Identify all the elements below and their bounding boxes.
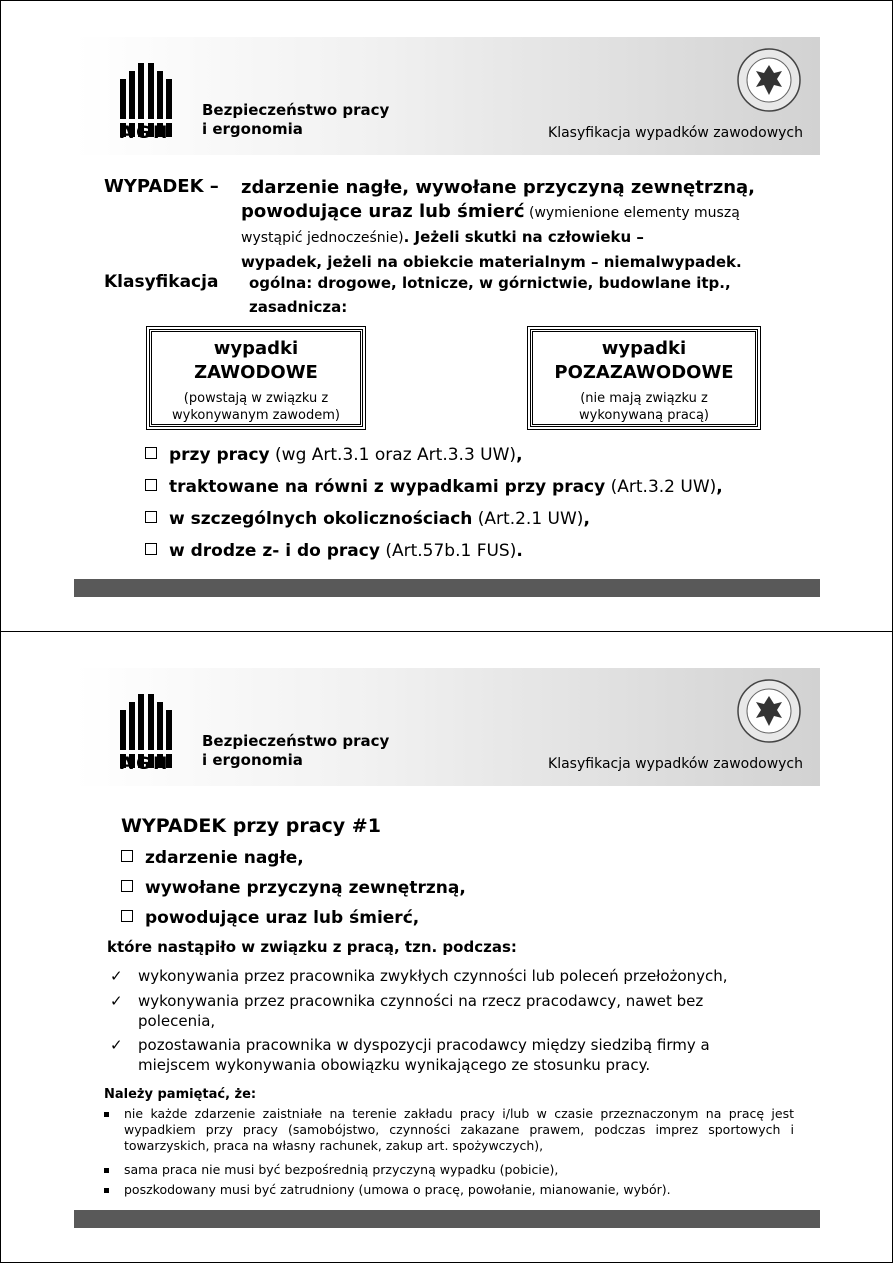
seal-icon	[736, 47, 802, 113]
list-item: powodujące uraz lub śmierć,	[121, 908, 419, 928]
checkmark-icon: ✓	[110, 992, 123, 1010]
slide-header	[74, 668, 820, 786]
seal-icon	[736, 678, 802, 744]
topic-title: Klasyfikacja wypadków zawodowych	[548, 125, 803, 141]
checkbox-icon	[145, 479, 157, 491]
square-bullet-icon	[104, 1188, 109, 1193]
list-item: zdarzenie nagłe,	[121, 848, 304, 868]
logo-text: AGH	[120, 123, 171, 143]
slide-header	[74, 37, 820, 155]
list-item: w szczególnych okolicznościach (Art.2.1 UW),	[145, 509, 590, 529]
list-item: w drodze z- i do pracy (Art.57b.1 FUS).	[145, 541, 523, 561]
list-item: traktowane na równi z wypadkami przy pracy (Art.3.2 UW),	[145, 477, 723, 497]
list-item: ✓ wykonywania przez pracownika czynności na rzecz pracodawcy, nawet bez polecenia,	[110, 992, 704, 1030]
classification-term: Klasyfikacja	[104, 272, 219, 292]
list-item: przy pracy (wg Art.3.1 oraz Art.3.3 UW),	[145, 445, 523, 465]
checkmark-icon: ✓	[110, 1036, 123, 1054]
box-occupational: wypadki ZAWODOWE (powstają w związku z wykonywanym zawodem)	[149, 329, 363, 427]
checkbox-icon	[145, 511, 157, 523]
footer-bar	[74, 1210, 820, 1228]
list-item: nie każde zdarzenie zaistniałe na terenie zakładu pracy i/lub w czasie przeznaczonym na pracę jest wypadkiem przy pracy (samobójstwo, czynności zakazane prawem, podczas imprez sportowych i towarzyskich, praca na własny rachunek, zakup art. spożywczych),	[104, 1106, 794, 1154]
course-title: Bezpieczeństwo pracy i ergonomia	[202, 101, 390, 138]
definition-term: WYPADEK –	[104, 176, 219, 197]
slide-heading: WYPADEK przy pracy #1	[121, 815, 381, 837]
checkbox-icon	[121, 850, 133, 862]
checkbox-icon	[145, 447, 157, 459]
checkbox-icon	[121, 910, 133, 922]
box-non-occupational: wypadki POZAZAWODOWE (nie mają związku z wykonywaną pracą)	[530, 329, 758, 427]
checkmark-icon: ✓	[110, 967, 123, 985]
course-title: Bezpieczeństwo pracy i ergonomia	[202, 732, 390, 769]
definition-body: zdarzenie nagłe, wywołane przyczyną zewnętrzną, powodujące uraz lub śmierć (wymienione elementy muszą wystąpić jednocześnie). Jeżeli skutki na człowieku – wypadek, jeżeli na obiekcie materialnym – niemalwypadek.	[241, 177, 756, 271]
footer-bar	[74, 579, 820, 597]
classification-basic: zasadnicza:	[249, 298, 348, 316]
checkbox-icon	[121, 880, 133, 892]
slide-2	[0, 631, 893, 1263]
intro-text: które nastąpiło w związku z pracą, tzn. podczas:	[107, 938, 517, 956]
note-heading: Należy pamiętać, że:	[104, 1087, 257, 1102]
list-item: ✓ pozostawania pracownika w dyspozycji pracodawcy między siedzibą firmy a miejscem wykonywania obowiązku wynikającego ze stosunku pracy.	[110, 1036, 710, 1074]
list-item: wywołane przyczyną zewnętrzną,	[121, 878, 466, 898]
checkbox-icon	[145, 543, 157, 555]
topic-title: Klasyfikacja wypadków zawodowych	[548, 756, 803, 772]
list-item: poszkodowany musi być zatrudniony (umowa o pracę, powołanie, mianowanie, wybór).	[104, 1182, 794, 1198]
logo-text: AGH	[120, 754, 171, 774]
square-bullet-icon	[104, 1168, 109, 1173]
list-item: sama praca nie musi być bezpośrednią przyczyną wypadku (pobicie),	[104, 1162, 794, 1178]
list-item: ✓ wykonywania przez pracownika zwykłych czynności lub poleceń przełożonych,	[110, 967, 728, 985]
square-bullet-icon	[104, 1112, 109, 1117]
classification-general: ogólna: drogowe, lotnicze, w górnictwie, budowlane itp.,	[249, 274, 731, 292]
